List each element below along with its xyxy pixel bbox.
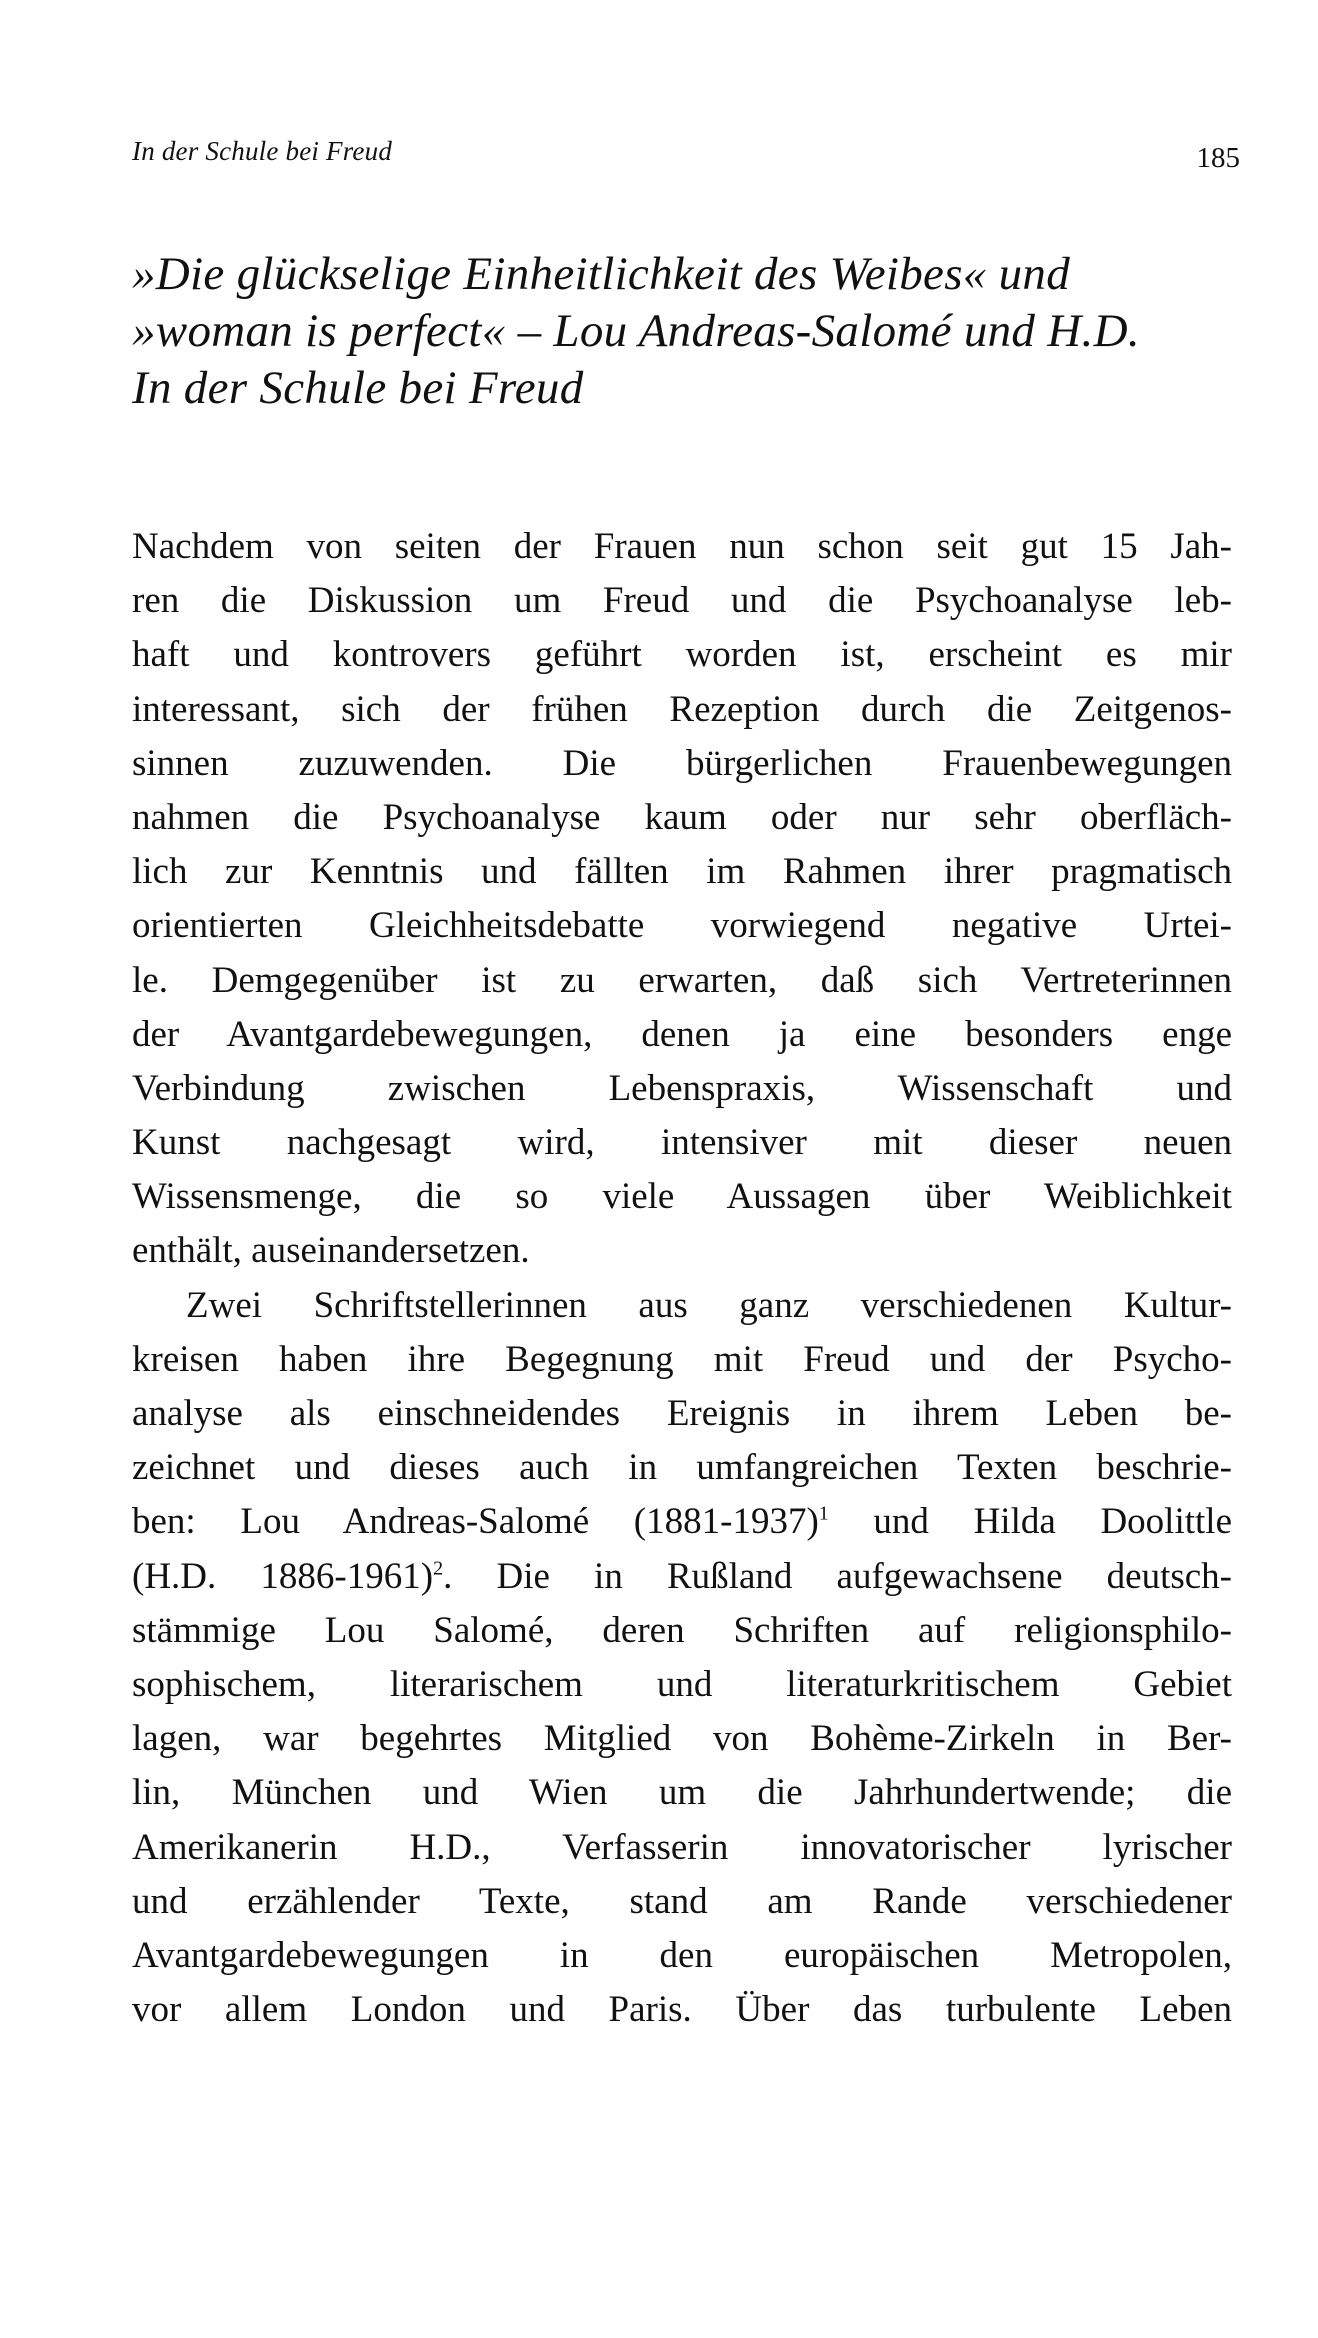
footnote-marker: 1 (818, 1503, 829, 1526)
running-head: In der Schule bei Freud (132, 136, 393, 166)
text-line-with-footnote (132, 1495, 1232, 1549)
text-line: enthält, auseinandersetzen. (132, 1230, 530, 1272)
text-line: sophischem, literarischem und literaturkritischem Gebiet (132, 1663, 1232, 1705)
text-line-with-footnote (132, 1550, 1232, 1604)
text-line: kreisen haben ihre Begegnung mit Freud und der Psycho- (132, 1338, 1232, 1380)
text-line: zeichnet und dieses auch in umfangreichen Texten beschrie- (132, 1447, 1232, 1489)
text-line: der Avantgardebewegungen, denen ja eine besonders enge (132, 1013, 1232, 1055)
page-number: 185 (1196, 142, 1240, 174)
text-line: Zwei Schriftstellerinnen aus ganz verschiedenen Kultur- (186, 1284, 1232, 1326)
text-segment: ben: Lou Andreas-Salomé (1881-1937) (132, 1501, 819, 1543)
text-line: lich zur Kenntnis und fällten im Rahmen ihrer pragmatisch (132, 851, 1232, 893)
footnote-marker: 2 (433, 1557, 444, 1580)
chapter-title-line: In der Schule bei Freud (132, 362, 584, 414)
text-line: vor allem London und Paris. Über das turbulente Leben (132, 1989, 1232, 2031)
text-line: interessant, sich der frühen Rezeption durch die Zeitgenos- (132, 688, 1232, 730)
text-line: Wissensmenge, die so viele Aussagen über Weiblichkeit (132, 1176, 1232, 1218)
text-line: analyse als einschneidendes Ereignis in ihrem Leben be- (132, 1393, 1232, 1434)
text-line: lin, München und Wien um die Jahrhundertwende; die (132, 1772, 1232, 1814)
text-line: le. Demgegenüber ist zu erwarten, daß sich Vertreterinnen (132, 959, 1232, 1001)
text-line: lagen, war begehrtes Mitglied von Bohème-Zirkeln in Ber- (132, 1718, 1232, 1760)
text-line: Kunst nachgesagt wird, intensiver mit dieser neuen (132, 1122, 1232, 1164)
text-line: Nachdem von seiten der Frauen nun schon seit gut 15 Jah- (132, 526, 1232, 567)
text-line: Amerikanerin H.D., Verfasserin innovatorischer lyrischer (132, 1826, 1232, 1868)
text-line: Verbindung zwischen Lebenspraxis, Wissenschaft und (132, 1067, 1232, 1109)
text-line: nahmen die Psychoanalyse kaum oder nur sehr oberfläch- (132, 796, 1232, 838)
text-line: und erzählender Texte, stand am Rande verschiedener (132, 1880, 1232, 1922)
text-line: haft und kontrovers geführt worden ist, erscheint es mir (132, 634, 1232, 676)
text-segment: und Hilda Doolittle (828, 1501, 1232, 1543)
body-text (132, 520, 1232, 2037)
text-line: ren die Diskussion um Freud und die Psychoanalyse leb- (132, 580, 1232, 622)
text-segment: (H.D. 1886-1961) (132, 1555, 434, 1597)
text-line: orientierten Gleichheitsdebatte vorwiegend negative Urtei- (132, 905, 1232, 947)
text-line: Avantgardebewegungen in den europäischen Metropolen, (132, 1934, 1232, 1976)
text-line: stämmige Lou Salomé, deren Schriften auf religionsphilo- (132, 1609, 1232, 1651)
chapter-title-line: »Die glückselige Einheitlichkeit des Weibes« und (132, 248, 1071, 300)
chapter-title (132, 246, 1272, 417)
text-segment: . Die in Rußland aufgewachsene deutsch- (443, 1555, 1232, 1597)
chapter-title-line: »woman is perfect« – Lou Andreas-Salomé und H.D. (132, 305, 1140, 357)
text-line: sinnen zuzuwenden. Die bürgerlichen Frauenbewegungen (132, 742, 1232, 784)
